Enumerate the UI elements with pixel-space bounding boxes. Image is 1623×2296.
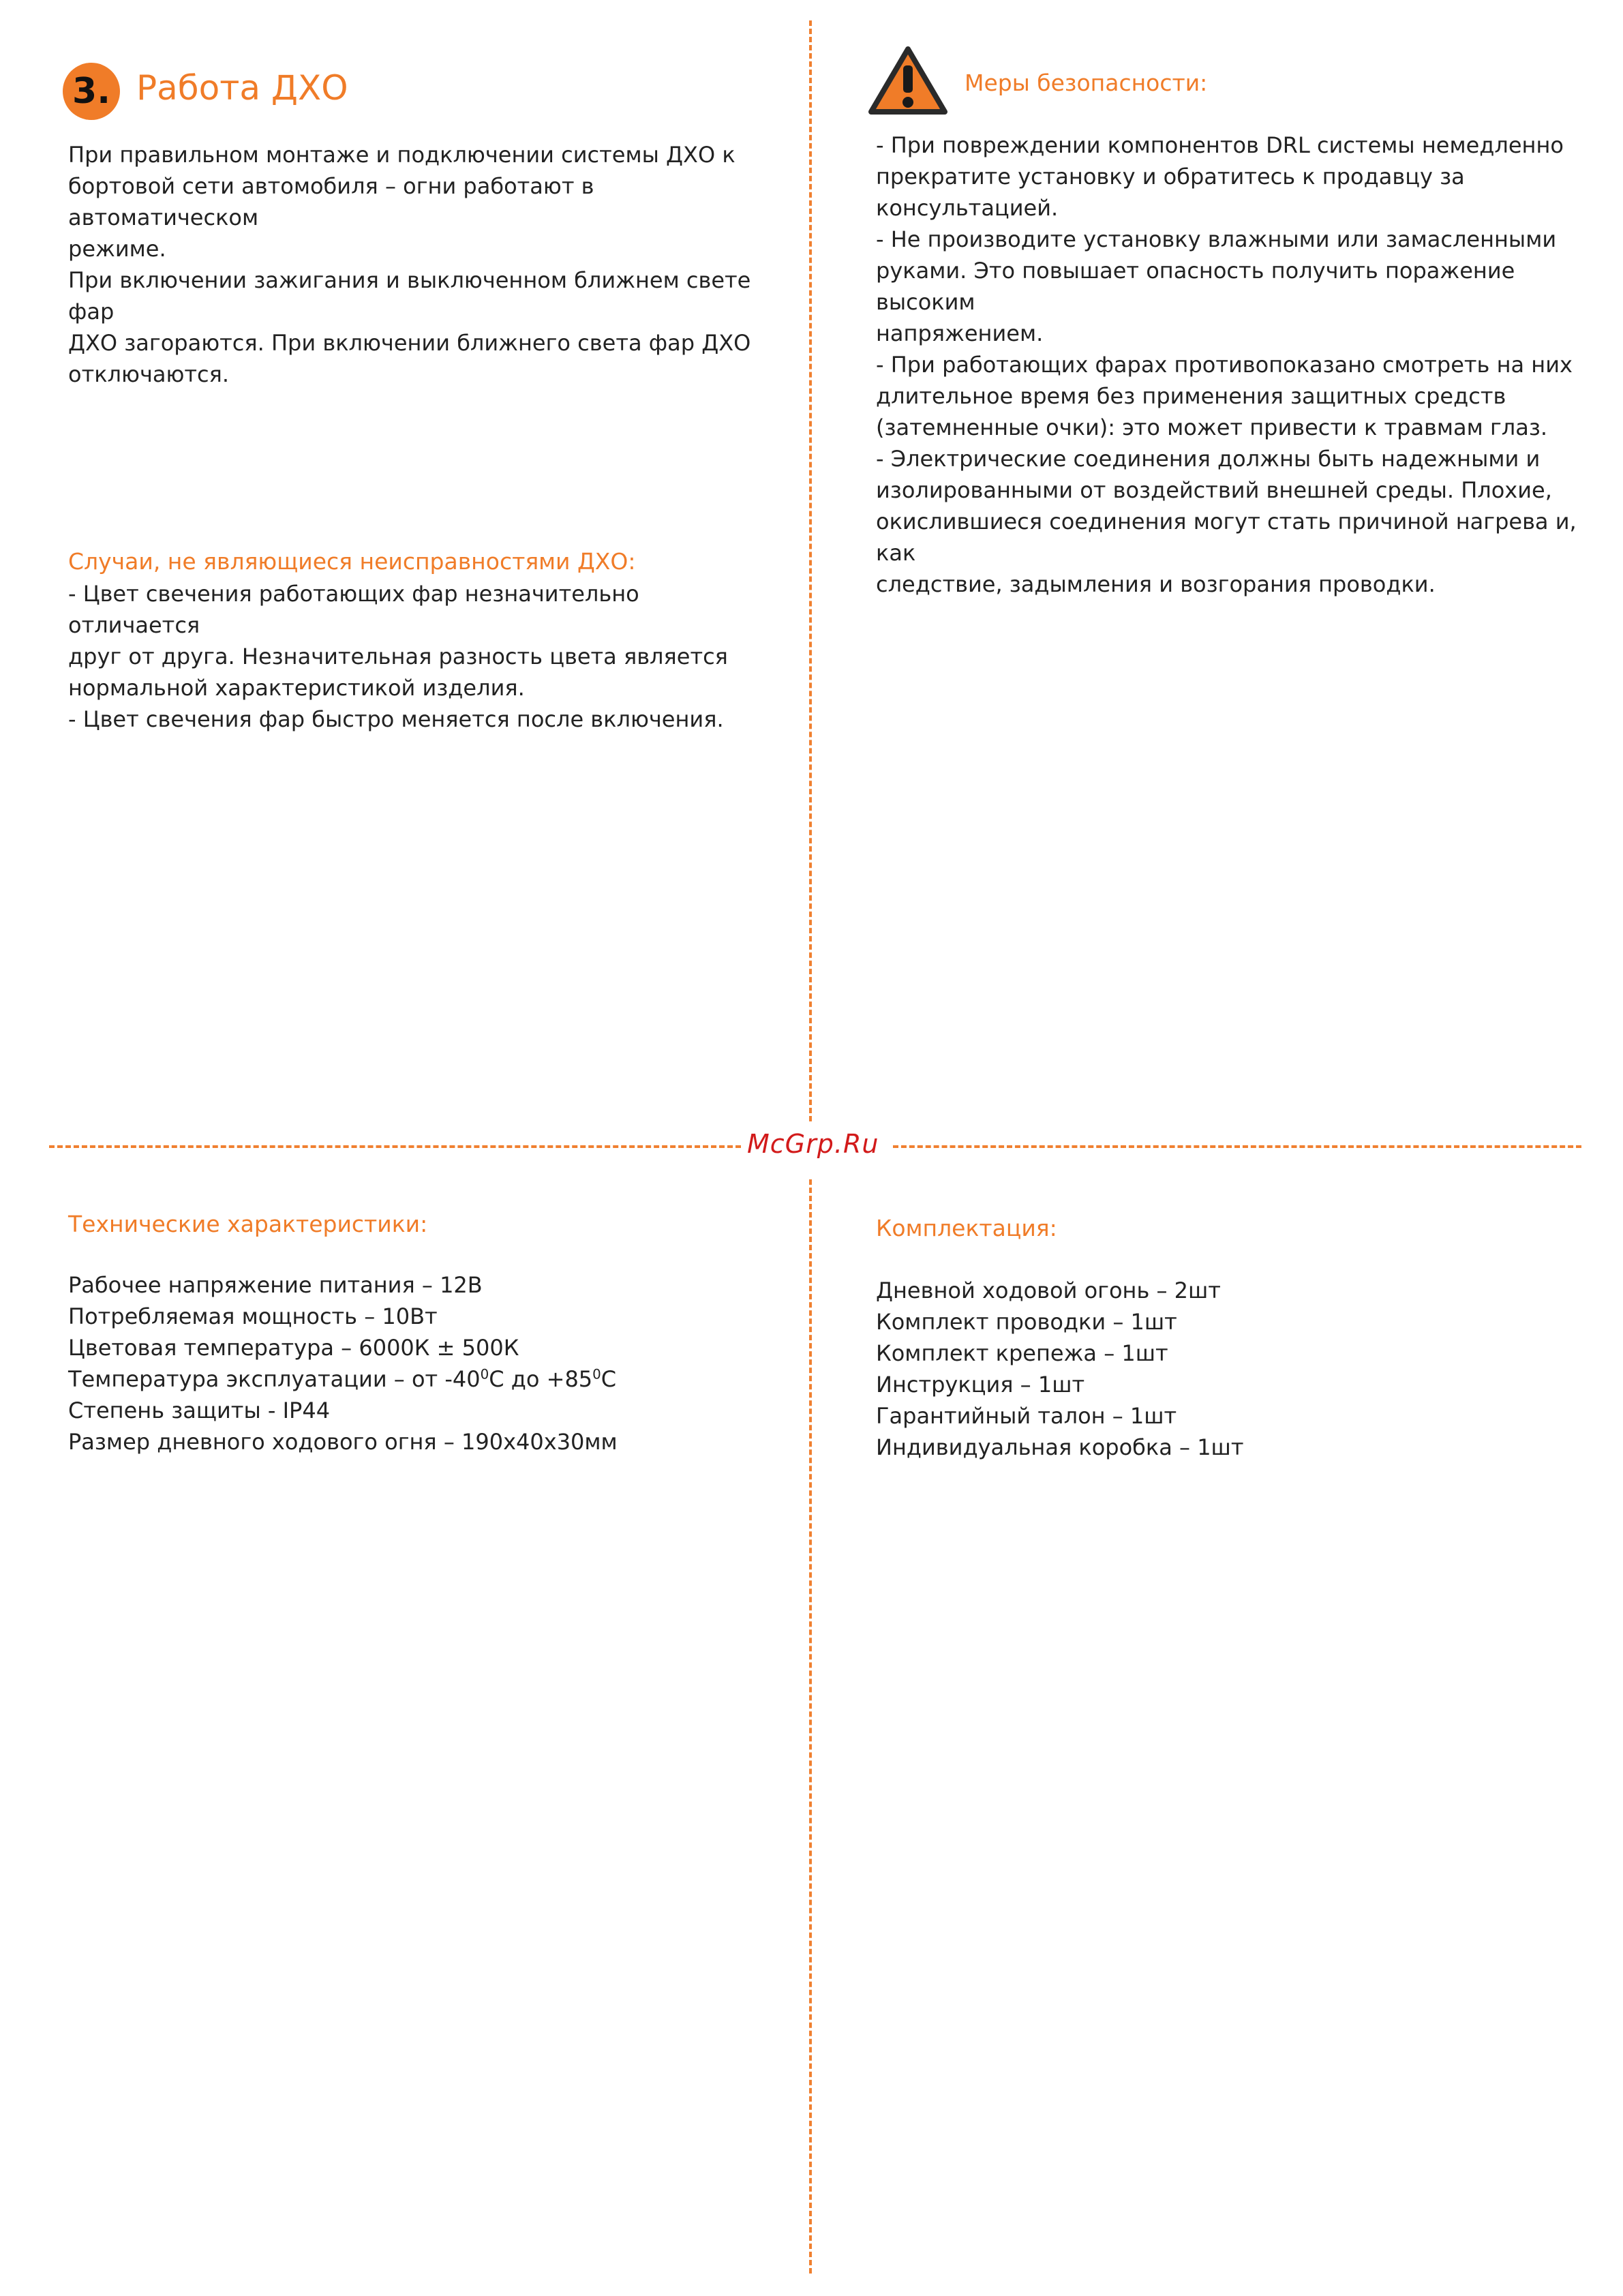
operation-paragraph-1: При правильном монтаже и подключении системы ДХО к бортовой сети автомобиля – огни работают в автоматическом режиме. (68, 142, 735, 262)
spec-color-temperature: Цветовая температура – 6000К ± 500К (68, 1335, 519, 1361)
spec-size: Размер дневного ходового огня – 190x40x30мм (68, 1429, 618, 1455)
warning-triangle-icon (867, 45, 949, 116)
not-faults-heading: Случаи, не являющиеся неисправностями ДХО: (68, 548, 636, 575)
kit-list: Дневной ходовой огонь – 2шт Комплект проводки – 1шт Комплект крепежа – 1шт Инструкция – 1шт Гарантийный талон – 1шт Индивидуальная коробка – 1шт (876, 1278, 1244, 1460)
operation-paragraph-2: При включении зажигания и выключенном ближнем свете фар ДХО загораются. При включении ближнего света фар ДХО отключаются. (68, 267, 751, 387)
horizontal-cut-line-left (49, 1145, 741, 1148)
vertical-cut-line-bottom (809, 1179, 812, 2274)
safety-body: - При повреждении компонентов DRL системы немедленно прекратите установку и обратитесь к продавцу за консультацией. - Не производите установку влажными или замасленными руками. Это повышает опасность получить поражение высоким напряжением. - При работающих фарах противопоказано смотреть на них длительное время без применения защитных средств (затемненные очки): это может привести к травмам глаз. - Электрические соединения должны быть надежными и изолированными от воздействий внешней среды. Плохие, окислившиеся соединения могут стать причиной нагрева и, как следствие, задымления и возгорания проводки. (876, 132, 1577, 597)
safety-heading: Меры безопасности: (965, 70, 1208, 96)
spec-power: Потребляемая мощность – 10Вт (68, 1303, 438, 1329)
kit-heading: Комплектация: (876, 1215, 1057, 1241)
specs-heading: Технические характеристики: (68, 1211, 428, 1237)
spec-operating-temperature: Температура эксплуатации – от $-40^0С$ до $+85^0С$ (68, 1366, 617, 1392)
spec-protection: Степень защиты - IP44 (68, 1398, 331, 1423)
section-number-badge: 3. (63, 63, 120, 120)
section-title: Работа ДХО (136, 68, 348, 108)
specs-list (68, 1269, 777, 1457)
not-faults-body: - Цвет свечения работающих фар незначительно отличается друг от друга. Незначительная разность цвета является нормальной характеристикой изделия. - Цвет свечения фар быстро меняется после включения. (68, 581, 728, 732)
watermark: McGrp.Ru (747, 1129, 879, 1159)
horizontal-cut-line-right (893, 1145, 1581, 1148)
spec-voltage: Рабочее напряжение питания – 12В (68, 1272, 483, 1298)
vertical-cut-line-top (809, 20, 812, 1121)
